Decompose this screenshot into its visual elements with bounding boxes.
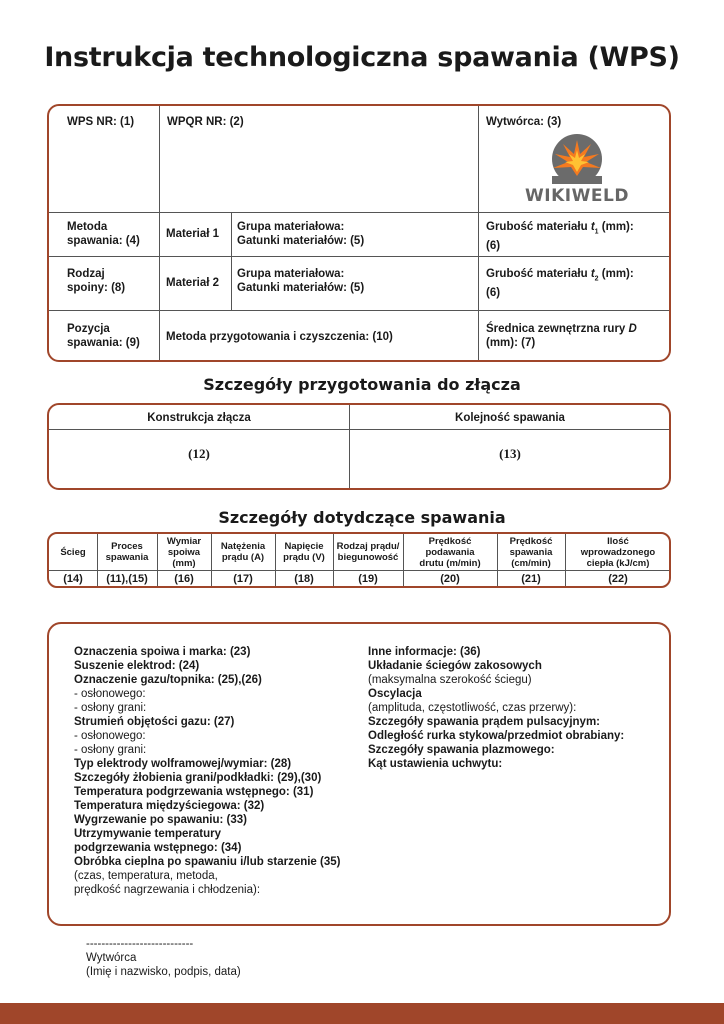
pozycja-spawania-label: Pozycja spawania: (9): [67, 323, 140, 349]
welding-section-title: Szczegóły dotydczące spawania: [218, 508, 506, 527]
metoda-spawania-label: Metoda spawania: (4): [67, 221, 140, 247]
detail-line: Utrzymywanie temperatury: [74, 828, 221, 840]
detail-line: (czas, temperatura, metoda,: [74, 870, 218, 882]
detail-line: Szczegóły żłobienia grani/podkładki: (29),(30): [74, 772, 322, 784]
detail-line: - osłonowego:: [74, 730, 146, 742]
footer-bar: [0, 1003, 724, 1024]
detail-line: Oscylacja: [368, 688, 422, 700]
detail-line: (amplituda, częstotliwość, czas przerwy):: [368, 702, 577, 714]
welding-col-header-1: Ścieg: [60, 546, 86, 558]
welding-col-number-8: (21): [521, 573, 541, 585]
welding-col-number-3: (16): [174, 573, 194, 585]
details-left-list: [74, 645, 340, 897]
detail-line: Układanie ściegów zakosowych: [368, 660, 542, 672]
detail-line: Kąt ustawienia uchwytu:: [368, 758, 503, 770]
joint-section-title: Szczegóły przygotowania do złącza: [203, 375, 521, 394]
detail-line: Wygrzewanie po spawaniu: (33): [74, 814, 247, 826]
detail-line: - osłonowego:: [74, 688, 146, 700]
kolejnosc-value: (13): [499, 446, 521, 461]
welding-col-number-5: (18): [294, 573, 314, 585]
welding-col-number-1: (14): [63, 573, 83, 585]
konstrukcja-value: (12): [188, 446, 210, 461]
detail-line: Typ elektrody wolframowej/wymiar: (28): [74, 758, 292, 770]
detail-line: Szczegóły spawania plazmowego:: [368, 744, 555, 756]
kolejnosc-header: Kolejność spawania: [455, 412, 565, 424]
welding-col-number-7: (20): [440, 573, 460, 585]
wps-header-box: [47, 104, 671, 362]
logo-text: WIKIWELD: [525, 186, 629, 206]
welding-col-header-8: Prędkość spawania (cm/min): [509, 535, 553, 569]
signature-line: ----------------------------: [86, 938, 194, 950]
detail-line: Temperatura międzyściegowa: (32): [74, 800, 265, 812]
grupa2-label: Grupa materiałowa: Gatunki materiałów: (5): [237, 268, 365, 294]
srednica-label: Średnica zewnętrzna rury D (mm): (7): [486, 323, 637, 349]
details-right-list: [368, 645, 624, 771]
page-title: Instrukcja technologiczna spawania (WPS): [44, 42, 680, 73]
metoda-przygotowania-label: Metoda przygotowania i czyszczenia: (10): [166, 331, 393, 343]
welding-col-number-6: (19): [358, 573, 378, 585]
detail-line: - osłony grani:: [74, 744, 147, 756]
detail-line: Inne informacje: (36): [368, 646, 481, 658]
material2-label: Materiał 2: [166, 277, 220, 289]
detail-line: Oznaczenie gazu/topnika: (25),(26): [74, 674, 262, 686]
material1-label: Materiał 1: [166, 228, 220, 240]
welding-col-header-3: Wymiar spoiwa (mm): [166, 535, 202, 569]
welding-col-number-9: (22): [608, 573, 628, 585]
detail-line: Szczegóły spawania prądem pulsacyjnym:: [368, 716, 600, 728]
detail-line: podgrzewania wstępnego: (34): [74, 842, 242, 854]
detail-line: prędkość nagrzewania i chłodzenia):: [74, 884, 261, 896]
wytworca-label: Wytwórca: (3): [486, 116, 562, 128]
grupa1-label: Grupa materiałowa: Gatunki materiałów: (5): [237, 221, 365, 247]
welding-col-number-2: (11),(15): [106, 573, 148, 585]
detail-line: Suszenie elektrod: (24): [74, 660, 200, 672]
detail-line: (maksymalna szerokość ściegu): [368, 674, 532, 686]
wps-nr-label: WPS NR: (1): [67, 116, 135, 128]
wpqr-nr-label: WPQR NR: (2): [167, 116, 244, 128]
grubosc1-label: Grubość materiału $t_1$ (mm): (6): [486, 221, 634, 253]
welding-col-header-2: Proces spawania: [105, 541, 149, 563]
detail-line: Strumień objętości gazu: (27): [74, 716, 235, 728]
welding-col-number-4: (17): [233, 573, 253, 585]
signature-hint: (Imię i nazwisko, podpis, data): [86, 966, 241, 978]
wikiweld-logo: [517, 132, 637, 208]
welding-table: [47, 532, 671, 588]
welding-col-header-6: Rodzaj prądu/ biegunowość: [336, 541, 400, 563]
signature-label: Wytwórca: [86, 952, 137, 964]
signature-block: [86, 937, 241, 979]
detail-line: Oznaczenia spoiwa i marka: (23): [74, 646, 251, 658]
rodzaj-spoiny-label: Rodzaj spoiny: (8): [67, 268, 126, 294]
welding-col-header-5: Napięcie prądu (V): [283, 541, 325, 563]
welding-col-header-4: Natężenia prądu (A): [220, 541, 266, 563]
konstrukcja-header: Konstrukcja złącza: [147, 412, 251, 424]
details-box: [47, 622, 671, 926]
detail-line: Odległość rurka stykowa/przedmiot obrabiany:: [368, 730, 625, 742]
joint-box: [47, 403, 671, 490]
welding-col-header-9: Ilość wprowadzonego ciepła (kJ/cm): [580, 535, 656, 569]
detail-line: Temperatura podgrzewania wstępnego: (31): [74, 786, 314, 798]
welding-col-header-7: Prędkość podawania drutu (m/min): [419, 535, 481, 569]
detail-line: - osłony grani:: [74, 702, 147, 714]
grubosc2-label: Grubość materiału $t_2$ (mm): (6): [486, 268, 634, 300]
detail-line: Obróbka cieplna po spawaniu i/lub starzenie (35): [74, 856, 341, 868]
